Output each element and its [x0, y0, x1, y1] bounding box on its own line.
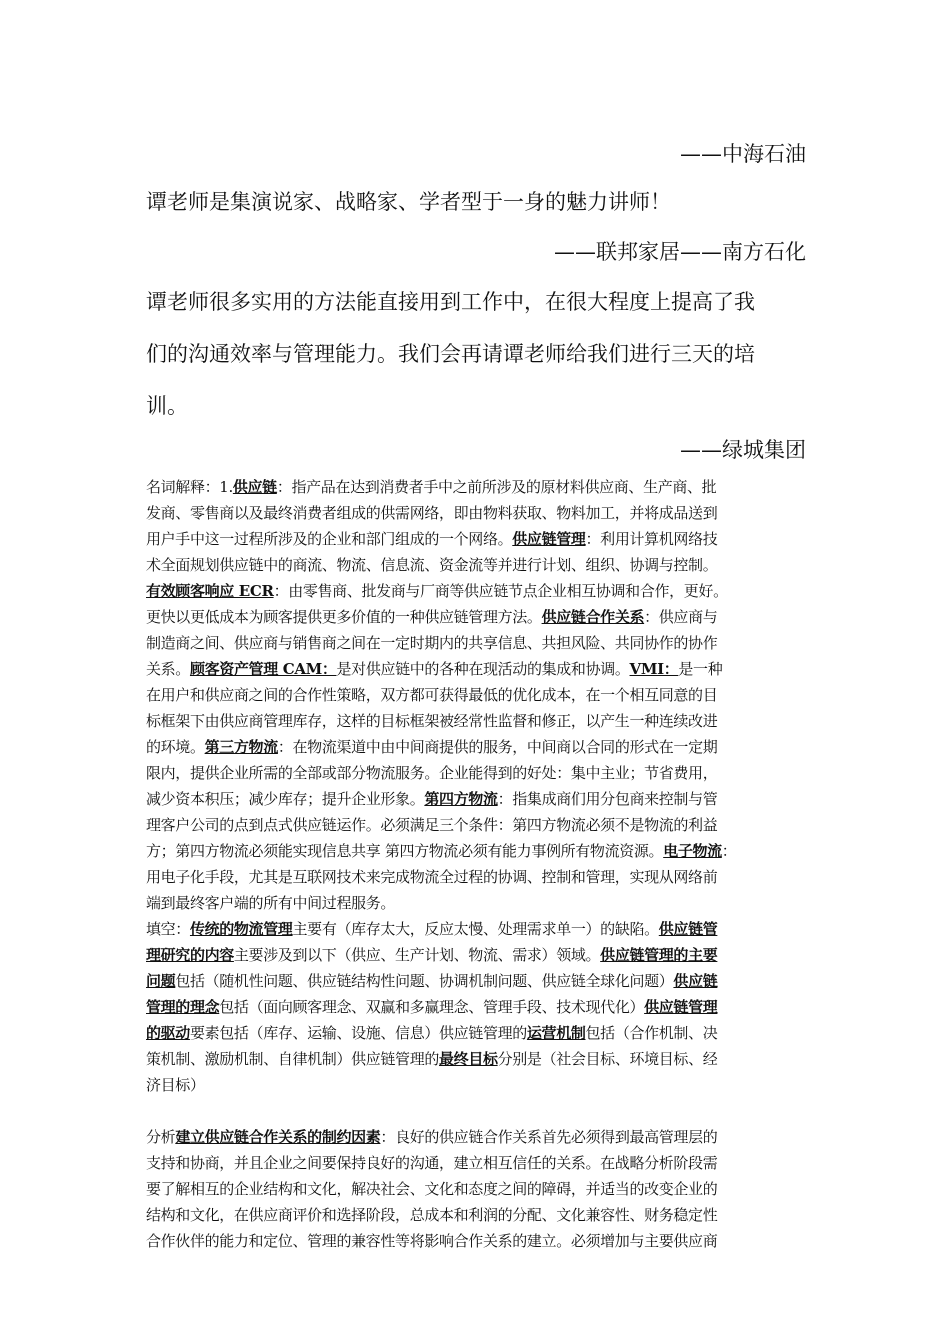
- glossary-line: 的环境。第三方物流：在物流渠道中由中间商提供的服务，中间商以合同的形式在一定期: [146, 738, 718, 756]
- term-ecr: 有效顾客响应 ECR: [146, 582, 274, 600]
- fill-blank-line: 填空：传统的物流管理主要有（库存太大，反应太慢、处理需求单一）的缺陷。供应链管: [146, 920, 718, 938]
- fill-blank-line: 济目标）: [146, 1076, 205, 1094]
- term-vmi: VMI：: [629, 660, 679, 678]
- analysis-line: 要了解相互的企业结构和文化，解决社会、文化和态度之间的障碍，并适当的改变企业的: [146, 1180, 718, 1198]
- fill-blank-line: 管理的理念包括（面向顾客理念、双赢和多赢理念、管理手段、技术现代化）供应链管理: [146, 998, 718, 1016]
- term-cam: 顾客资产管理 CAM：: [189, 660, 337, 678]
- glossary-line: 术全面规划供应链中的商流、物流、信息流、资金流等并进行计划、组织、协调与控制。: [146, 556, 718, 574]
- term-e-logistics: 电子物流: [663, 842, 722, 860]
- fill-blank-line: 的驱动要素包括（库存、运输、设施、信息）供应链管理的运营机制包括（合作机制、决: [146, 1024, 718, 1042]
- fill-blank-line: 策机制、激励机制、自律机制）供应链管理的最终目标分别是（社会目标、环境目标、经: [146, 1050, 718, 1068]
- analysis-line: 合作伙伴的能力和定位、管理的兼容性等将影响合作关系的建立。必须增加与主要供应商: [146, 1232, 718, 1250]
- glossary-line: 更快以更低成本为顾客提供更多价值的一种供应链管理方法。供应链合作关系：供应商与: [146, 608, 718, 626]
- glossary-line: 限内，提供企业所需的全部或部分物流服务。企业能得到的好处：集中主业；节省费用，: [146, 764, 718, 782]
- term-supply-chain: 供应链: [232, 478, 277, 496]
- glossary-line: 有效顾客响应 ECR：由零售商、批发商与厂商等供应链节点企业相互协调和合作，更好。: [146, 582, 728, 600]
- glossary-line: 关系。顾客资产管理 CAM：是对供应链中的各种在现活动的集成和协调。VMI：是一种: [146, 660, 723, 678]
- glossary-line: 理客户公司的点到点式供应链运作。必须满足三个条件：第四方物流必须不是物流的利益: [146, 816, 718, 834]
- term-4pl: 第四方物流: [424, 790, 498, 808]
- testimonial-source-3: ——绿城集团: [680, 438, 806, 462]
- testimonial-quote-3-line-3: 训。: [146, 394, 188, 418]
- term-constraints: 建立供应链合作关系的制约因素: [175, 1128, 381, 1146]
- testimonial-quote-3-line-1: 谭老师很多实用的方法能直接用到工作中，在很大程度上提高了我: [146, 290, 755, 314]
- glossary-line: 发商、零售商以及最终消费者组成的供需网络，即由物料获取、物料加工，并将成品送到: [146, 504, 718, 522]
- glossary-line: 用电子化手段，尤其是互联网技术来完成物流全过程的协调、控制和管理，实现从网络前: [146, 868, 718, 886]
- testimonial-quote-3-line-2: 们的沟通效率与管理能力。我们会再请谭老师给我们进行三天的培: [146, 342, 755, 366]
- glossary-line: 用户手中这一过程所涉及的企业和部门组成的一个网络。供应链管理：利用计算机网络技: [146, 530, 718, 548]
- analysis-line: 分析建立供应链合作关系的制约因素：良好的供应链合作关系首先必须得到最高管理层的: [146, 1128, 718, 1146]
- analysis-line: 支持和协商，并且企业之间要保持良好的沟通，建立相互信任的关系。在战略分析阶段需: [146, 1154, 718, 1172]
- glossary-line: 名词解释：1.供应链：指产品在达到消费者手中之前所涉及的原材料供应商、生产商、批: [146, 478, 717, 496]
- glossary-line: 制造商之间、供应商与销售商之间在一定时期内的共享信息、共担风险、共同协作的协作: [146, 634, 718, 652]
- glossary-line: 在用户和供应商之间的合作性策略，双方都可获得最低的优化成本，在一个相互同意的目: [146, 686, 718, 704]
- glossary-line: 标框架下由供应商管理库存，这样的目标框架被经常性监督和修正，以产生一种连续改进: [146, 712, 718, 730]
- glossary-line: 端到最终客户端的所有中间过程服务。: [146, 894, 396, 912]
- term-partnership: 供应链合作关系: [541, 608, 645, 626]
- testimonial-quote-2: 谭老师是集演说家、战略家、学者型于一身的魅力讲师！: [146, 190, 671, 214]
- term-scm: 供应链管理: [512, 530, 586, 548]
- glossary-line: 减少资本积压；减少库存；提升企业形象。第四方物流：指集成商们用分包商来控制与管: [146, 790, 718, 808]
- testimonial-source-1: ——中海石油: [680, 142, 806, 166]
- term-3pl: 第三方物流: [204, 738, 278, 756]
- analysis-line: 结构和文化，在供应商评价和选择阶段，总成本和利润的分配、文化兼容性、财务稳定性: [146, 1206, 718, 1224]
- testimonial-source-2: ——联邦家居——南方石化: [554, 240, 806, 264]
- glossary-line: 方；第四方物流必须能实现信息共享 第四方物流必须有能力事例所有物流资源。电子物流：: [146, 842, 737, 860]
- fill-blank-line: 理研究的内容主要涉及到以下（供应、生产计划、物流、需求）领域。供应链管理的主要: [146, 946, 718, 964]
- fill-blank-line: 问题包括（随机性问题、供应链结构性问题、协调机制问题、供应链全球化问题）供应链: [146, 972, 718, 990]
